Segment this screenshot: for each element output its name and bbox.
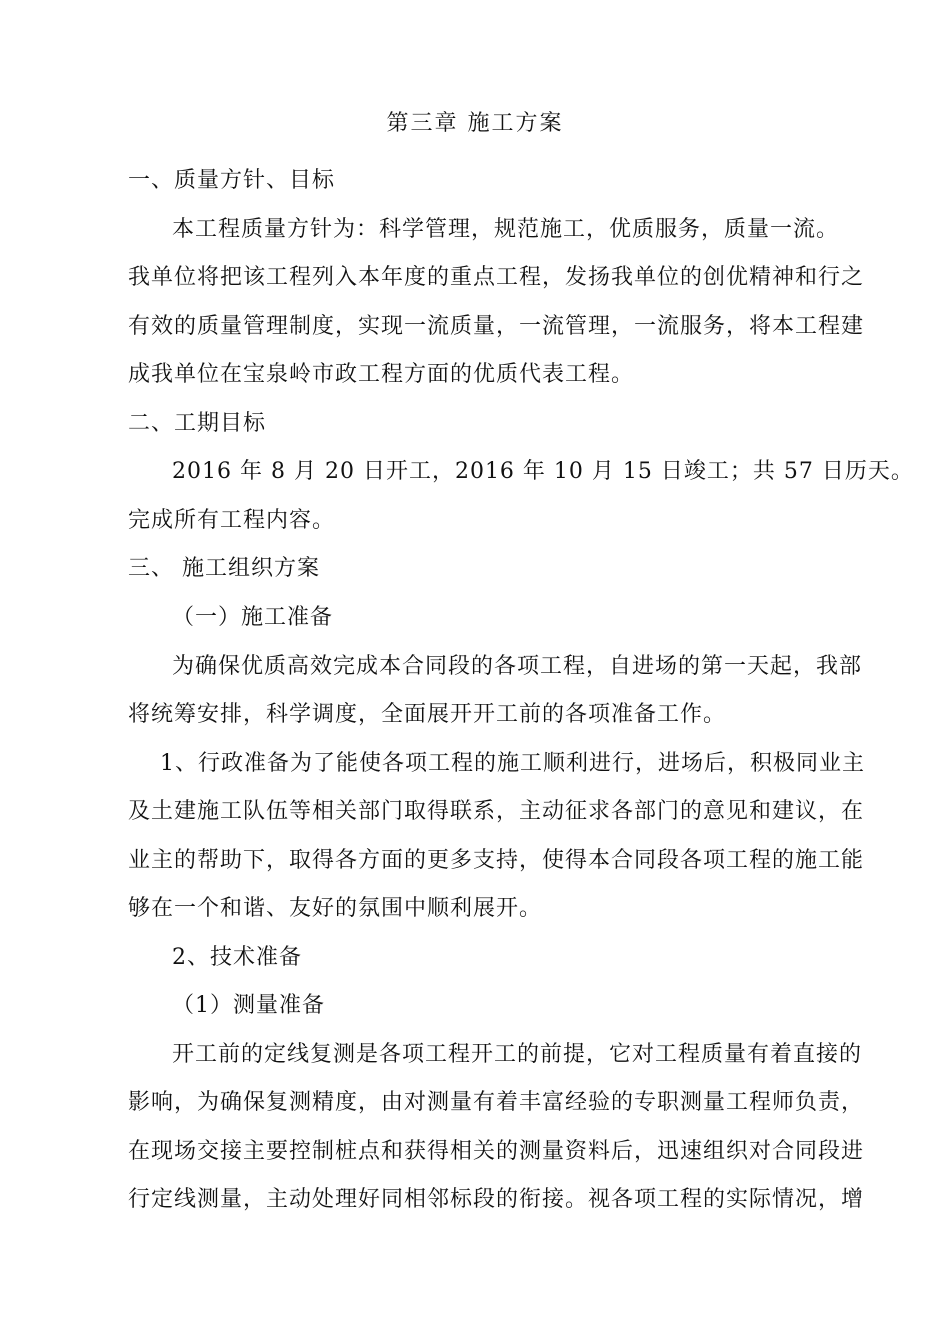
- section-heading-organization: 三、 施工组织方案: [128, 556, 320, 581]
- subsection-heading: 2、技术准备: [172, 945, 302, 970]
- paragraph-line: 为确保优质高效完成本合同段的各项工程，自进场的第一天起，我部: [172, 654, 863, 679]
- chapter-title: 第三章 施工方案: [386, 111, 564, 136]
- paragraph-line: 够在一个和谐、友好的氛围中顺利展开。: [128, 896, 543, 921]
- section-heading-quality: 一、质量方针、目标: [128, 168, 336, 193]
- paragraph-line: 开工前的定线复测是各项工程开工的前提，它对工程质量有着直接的: [172, 1042, 863, 1067]
- section-heading-schedule: 二、工期目标: [128, 411, 267, 436]
- paragraph-line: 业主的帮助下，取得各方面的更多支持，使得本合同段各项工程的施工能: [128, 848, 865, 873]
- subsection-heading: （一）施工准备: [172, 605, 334, 630]
- paragraph-line: 在现场交接主要控制桩点和获得相关的测量资料后，迅速组织对合同段进: [128, 1139, 865, 1164]
- paragraph-line: 将统筹安排，科学调度，全面展开开工前的各项准备工作。: [128, 702, 727, 727]
- paragraph-line: 2016 年 8 月 20 日开工，2016 年 10 月 15 日竣工；共 57 日历天。: [172, 459, 914, 484]
- paragraph-line: 本工程质量方针为：科学管理，规范施工，优质服务，质量一流。: [172, 217, 840, 242]
- paragraph-line: 行定线测量，主动处理好同相邻标段的衔接。视各项工程的实际情况，增: [128, 1187, 865, 1212]
- subsection-heading: （1）测量准备: [172, 993, 325, 1018]
- paragraph-line: 影响，为确保复测精度，由对测量有着丰富经验的专职测量工程师负责，: [128, 1090, 865, 1115]
- paragraph-line: 成我单位在宝泉岭市政工程方面的优质代表工程。: [128, 362, 635, 387]
- paragraph-line: 1、行政准备为了能使各项工程的施工顺利进行，进场后，积极同业主: [160, 751, 865, 776]
- paragraph-line: 完成所有工程内容。: [128, 508, 336, 533]
- paragraph-line: 我单位将把该工程列入本年度的重点工程，发扬我单位的创优精神和行之: [128, 265, 865, 290]
- paragraph-line: 有效的质量管理制度，实现一流质量，一流管理，一流服务，将本工程建: [128, 314, 865, 339]
- paragraph-line: 及土建施工队伍等相关部门取得联系，主动征求各部门的意见和建议，在: [128, 799, 865, 824]
